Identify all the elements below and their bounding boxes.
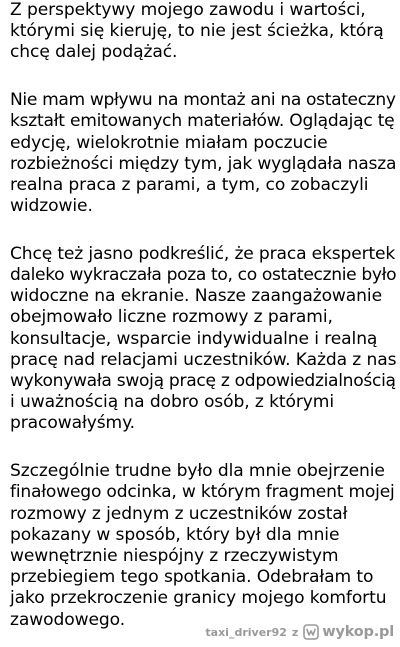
paragraph-2: [10, 90, 396, 217]
text-line: rozmowy z jednym z uczestników został: [10, 503, 348, 524]
text-line: pracę nad relacjami uczestników. Każda z nas: [10, 349, 397, 370]
text-line: wewnętrznie niespójny z rzeczywistym: [10, 545, 339, 566]
text-line: Z perspektywy mojego zawodu i wartości,: [10, 0, 366, 20]
paragraph-4: [10, 461, 396, 631]
paragraph-3: [10, 244, 396, 435]
text-line: pokazany w sposób, który był dla mnie: [10, 524, 340, 545]
text-line: widoczne na ekranie. Nasze zaangażowanie: [10, 286, 382, 307]
text-line: którymi się kieruję, to nie jest ścieżka, którą: [10, 21, 384, 42]
text-line: konsultacje, wsparcie indywidualne i realną: [10, 328, 378, 349]
text-line: jako przekroczenie granicy mojego komfortu: [10, 588, 387, 609]
watermark: [205, 621, 394, 643]
username-label[interactable]: taxi_driver92: [205, 625, 287, 639]
text-line: Chcę też jasno podkreślić, że praca ekspertek: [10, 243, 396, 264]
text-line: rozbieżności między tym, jak wyglądała nasza: [10, 153, 397, 174]
text-line: widzowie.: [10, 196, 93, 217]
post-body: [10, 0, 396, 647]
via-label: z: [291, 625, 299, 639]
text-line: Szczególnie trudne było dla mnie obejrzenie: [10, 461, 385, 482]
text-line: obejmowało liczne rozmowy z parami,: [10, 307, 333, 328]
text-line: pracowałyśmy.: [10, 413, 136, 434]
text-line: kształt emitowanych materiałów. Oglądając tę: [10, 111, 395, 132]
text-line: daleko wykraczała poza to, co ostatecznie było: [10, 265, 397, 286]
text-line: Nie mam wpływu na montaż ani na ostateczny: [10, 90, 396, 111]
paragraph-1: [10, 0, 396, 64]
text-line: i uważnością na dobro osób, z którymi: [10, 392, 334, 413]
text-line: wykonywała swoją pracę z odpowiedzialnością: [10, 371, 396, 392]
text-line: chcę dalej podążać.: [10, 42, 178, 63]
wykop-logo-icon: [303, 624, 319, 640]
text-line: zawodowego.: [10, 609, 126, 630]
text-line: realna praca z parami, a tym, co zobaczyli: [10, 174, 369, 195]
brand-label[interactable]: wykop.pl: [322, 624, 394, 640]
text-line: przebiegiem tego spotkania. Odebrałam to: [10, 567, 374, 588]
text-line: edycję, wielokrotnie miałam poczucie: [10, 132, 328, 153]
text-line: finałowego odcinka, w którym fragment mojej: [10, 482, 395, 503]
